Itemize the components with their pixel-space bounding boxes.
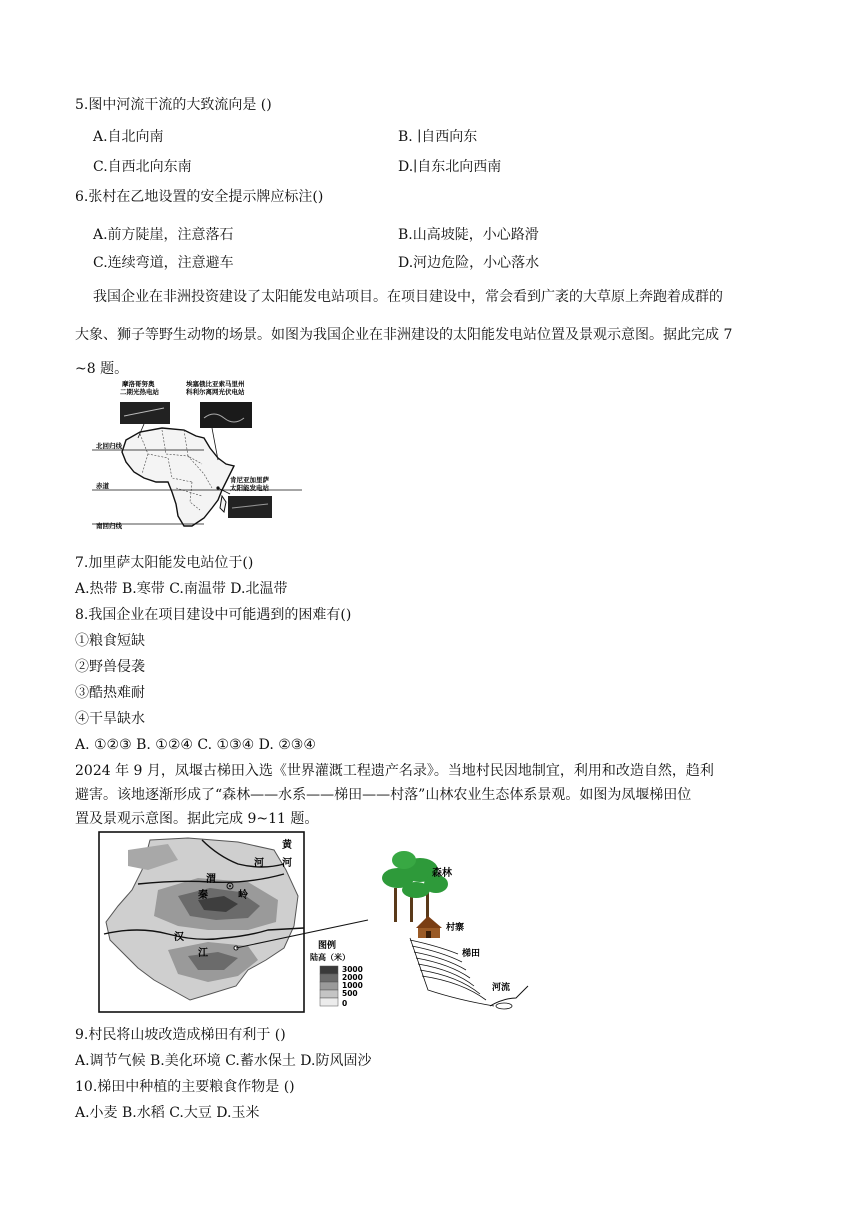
q8-item-4: ④干旱缺水 — [75, 711, 145, 727]
kenya-photo — [228, 496, 272, 518]
legend-value-1000: 1000 — [342, 981, 363, 990]
label-huang: 黄 — [282, 840, 292, 851]
river-illustration — [496, 1003, 512, 1009]
label-ling: 岭 — [238, 890, 248, 901]
q6-option-a: A.前方陡崖，注意落石 — [93, 227, 234, 243]
legend-swatches — [320, 966, 338, 1006]
passage1-line2: 大象、狮子等野生动物的场景。如图为我国企业在非洲建设的太阳能发电站位置及景观示意图。据此完成 7 — [75, 327, 733, 343]
q8-stem: 8.我国企业在项目建设中可能遇到的困难有() — [75, 607, 352, 623]
q8-item-2: ②野兽侵袭 — [75, 659, 145, 675]
label-han: 汉 — [174, 932, 184, 943]
village-house-icon — [416, 916, 442, 938]
q5-option-d: D.∣自东北向西南 — [398, 159, 502, 175]
q7-options: A.热带 B.寒带 C.南温带 D.北温带 — [75, 581, 288, 597]
label-river: 河流 — [492, 983, 511, 993]
garissa-station-marker — [216, 486, 219, 489]
passage1-line3: ~8 题。 — [75, 361, 129, 377]
legend-subtitle: 陆高（米） — [310, 953, 350, 962]
label-village: 村寨 — [446, 923, 465, 933]
label-forest: 森林 — [432, 868, 452, 879]
q10-stem: 10.梯田中种植的主要粮食作物是 () — [75, 1079, 295, 1095]
label-terrace: 梯田 — [462, 949, 481, 959]
label-tropic-capricorn: 南回归线 — [96, 522, 122, 530]
label-he-2: 河 — [282, 858, 292, 869]
morocco-photo — [120, 402, 170, 424]
passage1-line1: 我国企业在非洲投资建设了太阳能发电站项目。在项目建设中，常会看到广袤的大草原上奔跑着成群的 — [93, 289, 723, 305]
africa-solar-map — [92, 378, 302, 534]
legend-value-500: 500 — [342, 989, 358, 998]
legend-title: 图例 — [318, 941, 337, 951]
legend-value-2000: 2000 — [342, 973, 363, 982]
label-qin: 秦 — [198, 890, 208, 901]
label-morocco-1: 摩洛哥努奥 — [122, 380, 155, 388]
terrace-lines — [410, 938, 494, 1006]
label-jiang: 江 — [198, 948, 208, 959]
q5-option-a: A.自北向南 — [93, 129, 164, 145]
q6-option-d: D.河边危险，小心落水 — [398, 255, 540, 271]
q5-option-b: B. ∣自西向东 — [398, 129, 478, 145]
label-morocco-2: 二期光热电站 — [120, 388, 159, 396]
legend-value-0: 0 — [342, 999, 348, 1008]
label-kenya-1: 肯尼亚加里萨 — [230, 476, 269, 484]
forest-illustration — [382, 851, 448, 922]
fengyan-terrace-figure — [98, 830, 538, 1014]
label-tropic-cancer: 北回归线 — [96, 442, 122, 450]
label-ethiopia-2: 科利尔离网光伏电站 — [186, 388, 245, 396]
q8-item-1: ①粮食短缺 — [75, 633, 145, 649]
q6-option-c: C.连续弯道，注意避车 — [93, 255, 234, 271]
q8-item-3: ③酷热难耐 — [75, 685, 145, 701]
q7-stem: 7.加里萨太阳能发电站位于() — [75, 555, 254, 571]
q9-stem: 9.村民将山坡改造成梯田有利于 () — [75, 1027, 286, 1043]
passage2-line1: 2024 年 9 月，凤堰古梯田入选《世界灌溉工程遗产名录》。当地村民因地制宜，利用和改造自然，趋利 — [75, 763, 714, 779]
label-equator: 赤道 — [96, 482, 109, 490]
passage2-line2: 避害。该地逐渐形成了“森林——水系——梯田——村落”山林农业生态体系景观。如图为凤堰梯田位 — [75, 787, 692, 803]
q6-stem: 6.张村在乙地设置的安全提示牌应标注() — [75, 189, 324, 205]
africa-outline — [122, 428, 234, 526]
label-wei: 渭 — [206, 874, 216, 885]
q6-option-b: B.山高坡陡，小心路滑 — [398, 227, 539, 243]
label-ethiopia-1: 埃塞俄比亚索马里州 — [186, 380, 245, 388]
q10-options: A.小麦 B.水稻 C.大豆 D.玉米 — [75, 1105, 260, 1121]
label-he-1: 河 — [254, 858, 264, 869]
q9-options: A.调节气候 B.美化环境 C.蓄水保土 D.防风固沙 — [75, 1053, 372, 1069]
q5-stem: 5.图中河流干流的大致流向是 () — [75, 97, 272, 113]
passage2-line3: 置及景观示意图。据此完成 9~11 题。 — [75, 811, 319, 827]
label-kenya-2: 太阳能发电站 — [230, 484, 269, 492]
q8-options: A. ①②③ B. ①②④ C. ①③④ D. ②③④ — [75, 737, 316, 753]
legend-value-3000: 3000 — [342, 965, 363, 974]
q5-option-c: C.自西北向东南 — [93, 159, 192, 175]
